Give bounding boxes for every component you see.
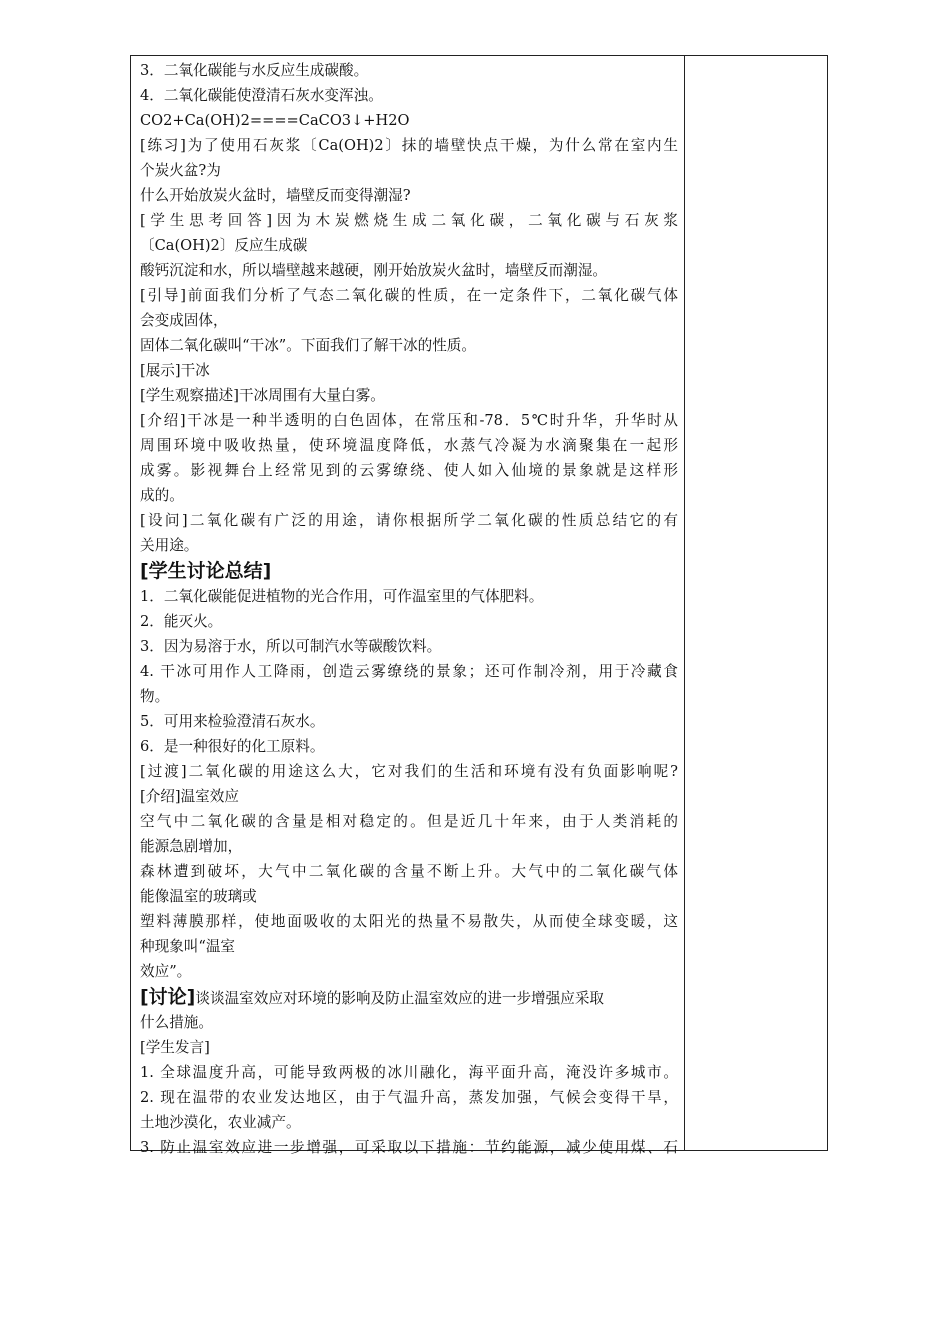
text-line: [介绍]温室效应 (140, 788, 239, 805)
text-line: 固体二氧化碳叫“干冰”。下面我们了解干冰的性质。 (140, 337, 476, 354)
discussion-line (140, 984, 678, 1010)
text-line: 5．可用来检验澄清石灰水。 (140, 713, 325, 730)
text-line: 什么措施。 (140, 1014, 213, 1031)
text-line: [展示]干冰 (140, 362, 210, 379)
text-line: 个炭火盆?为 (140, 162, 221, 179)
text-line: [设问]二氧化碳有广泛的用途，请你根据所学二氧化碳的性质总结它的有 (140, 512, 678, 529)
chemical-equation: CO2+Ca(OH)2====CaCO3↓+H2O (140, 112, 410, 129)
text-line: 效应”。 (140, 963, 192, 980)
text-line: 1. 全球温度升高，可能导致两极的冰川融化，海平面升高，淹没许多城市。 (140, 1064, 678, 1081)
text-line: [引导]前面我们分析了气态二氧化碳的性质，在一定条件下，二氧化碳气体 (140, 287, 678, 304)
text-line: 关用途。 (140, 537, 199, 554)
text-line: [介绍]干冰是一种半透明的白色固体，在常压和-78．5℃时升华，升华时从 (140, 412, 678, 429)
text-line: 2. 现在温带的农业发达地区，由于气温升高，蒸发加强，气候会变得干旱， (140, 1089, 678, 1106)
text-line: 塑料薄膜那样，使地面吸收的太阳光的热量不易散失，从而使全球变暖，这 (140, 913, 678, 930)
text-line: 成的。 (140, 487, 184, 504)
discussion-lead: [讨论] (140, 986, 196, 1008)
text-line: 成雾。影视舞台上经常见到的云雾缭绕、使人如入仙境的景象就是这样形 (140, 462, 678, 479)
section-heading: [学生讨论总结] (140, 560, 272, 582)
text-line: 3．因为易溶于水，所以可制汽水等碳酸饮料。 (140, 638, 442, 655)
text-line: 土地沙漠化，农业减产。 (140, 1114, 301, 1131)
table-right-cell (685, 56, 827, 1150)
text-line: 能源急剧增加， (140, 838, 243, 855)
text-line: 3. 防止温室效应进一步增强，可采取以下措施：节约能源，减少使用煤、石 (140, 1139, 678, 1156)
text-line: [学生观察描述]干冰周围有大量白雾。 (140, 387, 385, 404)
text-line: 森林遭到破坏，大气中二氧化碳的含量不断上升。大气中的二氧化碳气体 (140, 863, 678, 880)
text-line: [练习]为了使用石灰浆〔Ca(OH)2〕抹的墙壁快点干燥，为什么常在室内生 (140, 137, 678, 154)
text-line: [学生思考回答]因为木炭燃烧生成二氧化碳，二氧化碳与石灰浆 (140, 212, 678, 229)
text-line: 酸钙沉淀和水，所以墙壁越来越硬，刚开始放炭火盆时，墙壁反而潮湿。 (140, 262, 608, 279)
text-line: 物。 (140, 688, 170, 705)
text-line: 能像温室的玻璃或 (140, 888, 257, 905)
text-line: 什么开始放炭火盆时，墙壁反而变得潮湿? (140, 187, 411, 204)
text-line: [学生发言] (140, 1039, 210, 1056)
text-line: 空气中二氧化碳的含量是相对稳定的。但是近几十年来，由于人类消耗的 (140, 813, 678, 830)
text-line: 〔Ca(OH)2〕反应生成碳 (140, 237, 308, 254)
text-line: 2．能灭火。 (140, 613, 223, 630)
text-line: 周围环境中吸收热量，使环境温度降低，水蒸气冷凝为水滴聚集在一起形 (140, 437, 678, 454)
text-line: 6．是一种很好的化工原料。 (140, 738, 325, 755)
text-line: 会变成固体， (140, 312, 228, 329)
text-line: 种现象叫“温室 (140, 938, 236, 955)
text-line: [过渡]二氧化碳的用途这么大，它对我们的生活和环境有没有负面影响呢? (140, 763, 678, 780)
lesson-text-cell (140, 58, 678, 1160)
text-line: 4. 干冰可用作人工降雨，创造云雾缭绕的景象；还可作制冷剂，用于冷藏食 (140, 663, 678, 680)
text-line: 4．二氧化碳能使澄清石灰水变浑浊。 (140, 87, 383, 104)
discussion-text: 谈谈温室效应对环境的影响及防止温室效应的进一步增强应采取 (195, 990, 605, 1007)
text-line: 3．二氧化碳能与水反应生成碳酸。 (140, 62, 369, 79)
text-line: 1．二氧化碳能促进植物的光合作用，可作温室里的气体肥料。 (140, 588, 544, 605)
